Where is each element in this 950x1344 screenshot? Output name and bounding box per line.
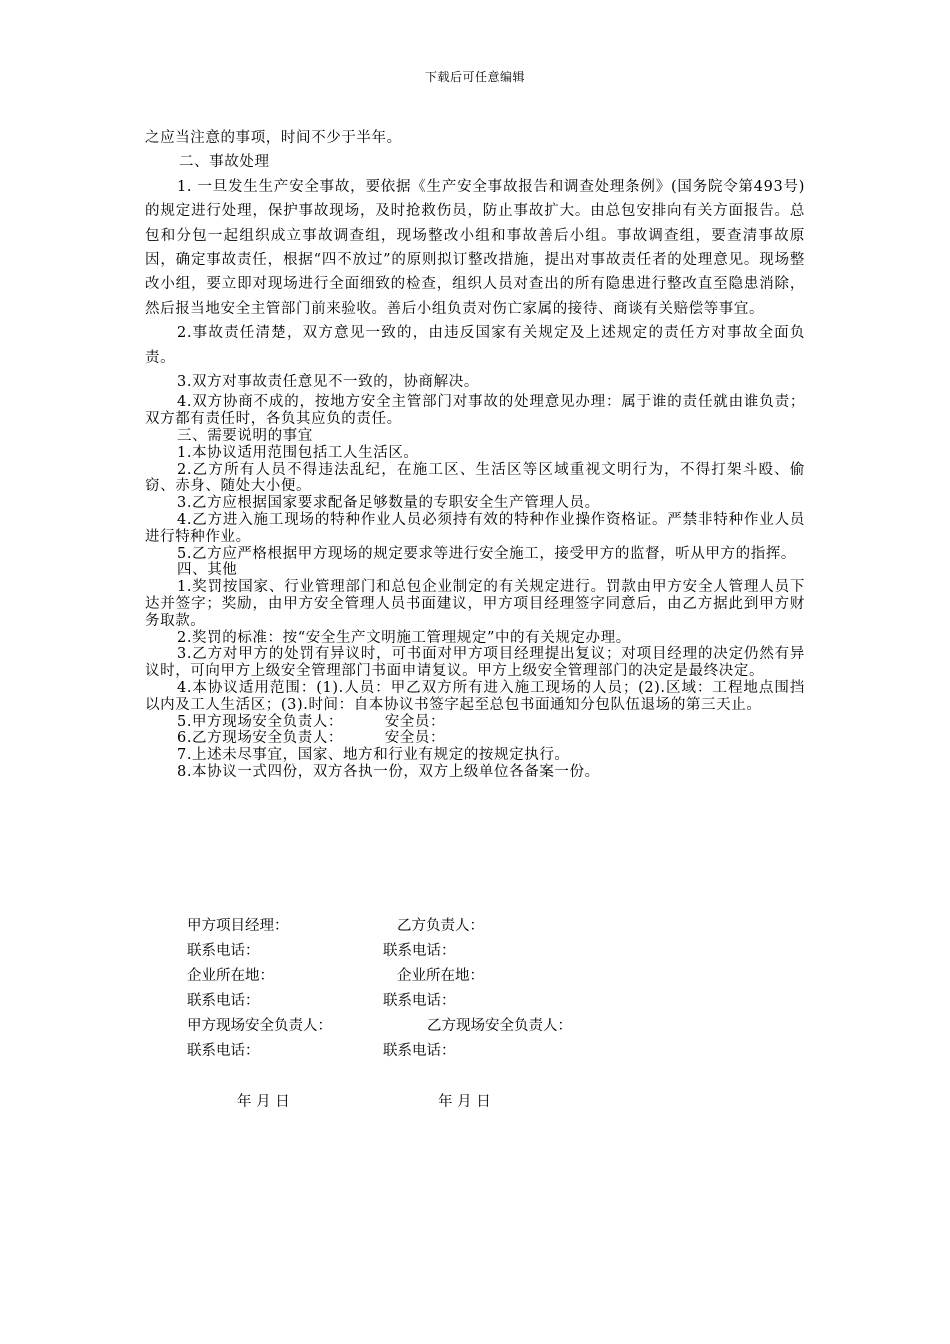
paragraph: 2.奖罚的标准：按“安全生产文明施工管理规定”中的有关规定办理。 [177, 629, 631, 646]
signature-label-left: 甲方现场安全负责人： [187, 1018, 332, 1034]
signature-row [187, 914, 787, 939]
paragraph: 8.本协议一式四份，双方各执一份，双方上级单位各备案一份。 [177, 764, 600, 780]
signature-row [187, 964, 787, 989]
signature-row [187, 989, 787, 1014]
tight-section [145, 394, 805, 780]
paragraph: 1.奖罚按国家、行业管理部门和总包企业制定的有关规定进行。罚款由甲方安全人管理人员下达并签字；奖励，由甲方安全管理人员书面建议，甲方项目经理签字同意后，由乙方据此到甲方财务取款。 [145, 579, 805, 629]
paragraph: 4.乙方进入施工现场的特种作业人员必须持有效的特种作业操作资格证。严禁非特种作业人员进行特种作业。 [145, 512, 805, 545]
date-right: 年 月 日 [438, 1094, 491, 1110]
page-header: 下载后可任意编辑 [424, 70, 525, 84]
signature-label-right: 企业所在地： [397, 968, 484, 984]
signature-label-left: 联系电话： [187, 993, 260, 1009]
paragraph: 4.双方协商不成的，按地方安全主管部门对事故的处理意见办理：属于谁的责任就由谁负责；双方都有责任时，各负其应负的责任。 [145, 394, 805, 428]
paragraph: 7.上述未尽事宜，国家、地方和行业有规定的按规定执行。 [177, 747, 570, 764]
signature-row [187, 1014, 787, 1039]
loose-section [145, 126, 805, 394]
date-left: 年 月 日 [237, 1094, 290, 1110]
signature-label-left: 企业所在地： [187, 968, 274, 984]
signature-label-left: 联系电话： [187, 1043, 260, 1059]
document-body [145, 126, 805, 781]
paragraph: 2.乙方所有人员不得违法乱纪，在施工区、生活区等区域重视文明行为，不得打架斗殴、偷窃、赤身、随处大小便。 [145, 461, 805, 495]
signature-label-right: 乙方现场安全负责人： [427, 1018, 572, 1034]
signature-row [187, 939, 787, 964]
paragraph: 3.乙方对甲方的处罚有异议时，可书面对甲方项目经理提出复议；对项目经理的决定仍然有异议时，可向甲方上级安全管理部门书面申请复议。甲方上级安全管理部门的决定是最终决定。 [145, 646, 805, 680]
paragraph: 之应当注意的事项，时间不少于半年。 [145, 130, 402, 146]
signature-label-left: 甲方项目经理： [187, 918, 289, 934]
paragraph: 1. 一旦发生生产安全事故，要依据《生产安全事故报告和调查处理条例》(国务院令第493号)的规定进行处理，保护事故现场，及时抢救伤员，防止事故扩大。由总包安排向有关方面报告。总包和分包一起组织成立事故调查组，现场整改小组和事故善后小组。事故调查组，要查清事故原因，确定事故责任，根据“四不放过”的原则拟订整改措施，提出对事故责任者的处理意见。现场整改小组，要立即对现场进行全面细致的检查，组织人员对查出的所有隐患进行整改直至隐患消除，然后报当地安全主管部门前来验收。善后小组负责对伤亡家属的接待、商谈有关赔偿等事宜。 [145, 178, 805, 317]
signature-block [187, 914, 787, 1064]
signature-label-left: 联系电话： [187, 943, 260, 959]
signature-label-right: 联系电话： [383, 1043, 456, 1059]
paragraph: 3.双方对事故责任意见不一致的，协商解决。 [177, 374, 479, 391]
paragraph: 三、需要说明的事宜 [177, 428, 313, 445]
paragraph: 1.本协议适用范围包括工人生活区。 [177, 444, 419, 461]
paragraph: 二、事故处理 [179, 154, 270, 171]
paragraph: 4.本协议适用范围：(1).人员：甲乙双方所有进入施工现场的人员；(2).区域：工程地点围挡以内及工人生活区；(3).时间：自本协议书签字起至总包书面通知分包队伍退场的第三天止。 [145, 680, 805, 713]
signature-row [187, 1039, 787, 1064]
paragraph: 5.甲方现场安全负责人： 安全员： [177, 713, 446, 730]
signature-label-right: 联系电话： [383, 993, 456, 1009]
paragraph: 四、其他 [177, 562, 238, 579]
paragraph: 5.乙方应严格根据甲方现场的规定要求等进行安全施工，接受甲方的监督，听从甲方的指挥。 [177, 545, 797, 562]
paragraph: 6.乙方现场安全负责人： 安全员： [177, 730, 446, 747]
paragraph: 3.乙方应根据国家要求配备足够数量的专职安全生产管理人员。 [177, 495, 600, 512]
paragraph: 2.事故责任清楚，双方意见一致的，由违反国家有关规定及上述规定的责任方对事故全面负责。 [145, 325, 805, 366]
signature-label-right: 联系电话： [383, 943, 456, 959]
signature-label-right: 乙方负责人： [397, 918, 484, 934]
